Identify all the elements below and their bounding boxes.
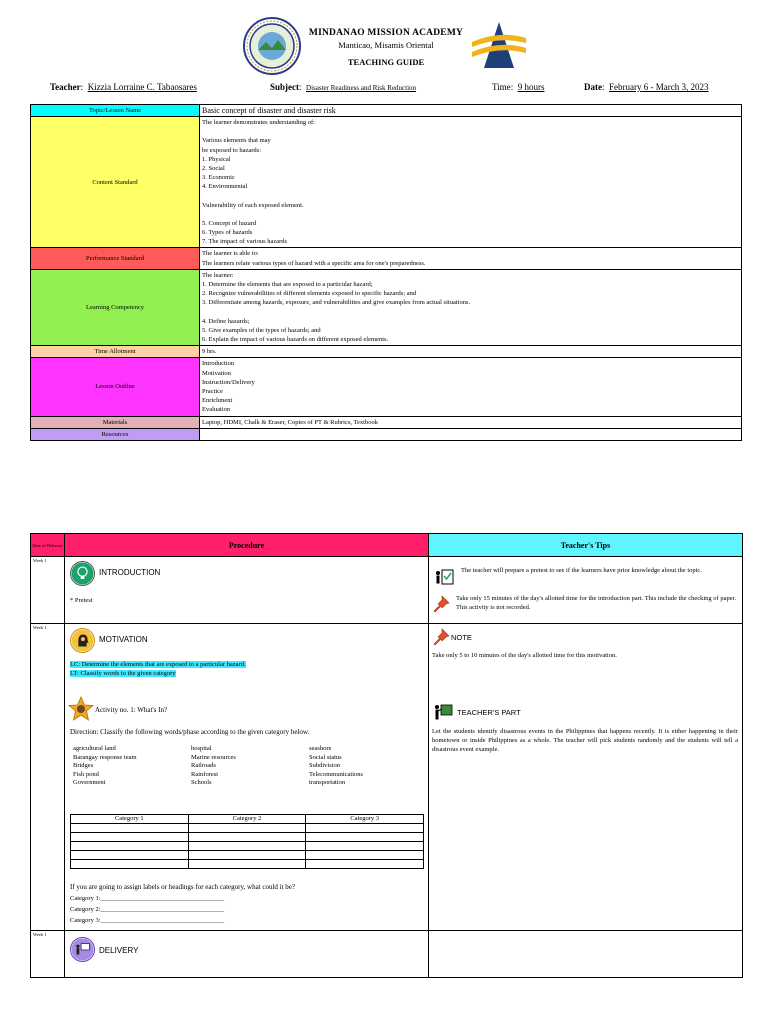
category-blank-cell[interactable] xyxy=(71,824,189,833)
lightbulb-icon xyxy=(70,561,95,586)
school-location: Manticao, Misamis Oriental xyxy=(338,40,434,50)
resources-label: Resources xyxy=(31,428,200,440)
outline-item: Instruction/Delivery xyxy=(202,378,255,386)
motivation-row xyxy=(31,624,743,931)
lc-text: LC: Determine the elements that are exposed to a particular hazard. xyxy=(70,661,246,668)
subject-field: Subject: Disaster Readiness and Risk Reduction xyxy=(270,82,417,92)
delivery-content xyxy=(65,931,428,977)
labeling-question: If you are going to assign labels or headings for each category, what could it be? xyxy=(70,883,296,891)
teachers-tips-header: Teacher's Tips xyxy=(429,534,743,557)
content-standard-value xyxy=(200,117,742,248)
learning-line: 1. Determine the elements that are exposed to a particular hazard; xyxy=(202,281,373,289)
category-blank-cell[interactable] xyxy=(188,824,306,833)
word-item: hospital xyxy=(191,745,212,752)
outline-item: Practice xyxy=(202,388,223,396)
word-item: Schools xyxy=(191,779,212,787)
learning-competency-label: Learning Competency xyxy=(31,269,200,345)
category-blank-cell[interactable] xyxy=(306,860,424,869)
subject-value: Disaster Readiness and Risk Reduction xyxy=(306,84,417,92)
category-table xyxy=(70,814,424,869)
introduction-cell xyxy=(65,557,429,624)
date-field: Date: February 6 - March 3, 2023 xyxy=(584,82,709,92)
word-item: transportation xyxy=(309,779,346,787)
content-line: 4. Environmental xyxy=(202,183,248,191)
word-item: Fish pond xyxy=(73,770,99,778)
topic-label: Topic/Lesson Name xyxy=(31,105,200,117)
content-spacer xyxy=(202,127,739,136)
school-name: MINDANAO MISSION ACADEMY xyxy=(308,28,464,38)
word-item: seashore xyxy=(309,745,332,752)
document-title: TEACHING GUIDE xyxy=(347,57,425,67)
word-item: agricultural land xyxy=(73,745,116,752)
resources-row xyxy=(31,428,742,440)
section-title-delivery: DELIVERY xyxy=(99,946,139,955)
performance-standard-value xyxy=(200,248,742,269)
outline-item: Evaluation xyxy=(202,406,231,414)
learning-competency-value xyxy=(200,269,742,345)
content-line: 1. Physical xyxy=(202,155,231,163)
introduction-row xyxy=(31,557,743,624)
learning-competency-row xyxy=(31,269,742,345)
learning-spacer xyxy=(202,308,739,317)
word-column-3 xyxy=(309,745,429,788)
lesson-outline-row xyxy=(31,358,742,416)
topic-value: Basic concept of disaster and disaster risk xyxy=(200,105,742,117)
content-line: 3. Economic xyxy=(202,174,235,182)
category-blank-row xyxy=(71,851,424,860)
teacher-label: Teacher xyxy=(50,82,81,92)
outline-item: Enrichment xyxy=(202,397,233,405)
introduction-time-tip: Take only 15 minutes of the day's allotted time for the introduction part. This include the checking of paper. This activity is not recorded. xyxy=(456,595,737,611)
week-label: Week 1 xyxy=(31,624,65,931)
content-line: 6. Types of hazards xyxy=(202,229,253,237)
week-label: Week 1 xyxy=(31,557,65,624)
category-answer-3: Category 3:______________________________________ xyxy=(70,917,225,924)
learning-line: 6. Explain the impact of various hazards on different exposed elements. xyxy=(202,336,389,344)
content-line: 7. The impact of various hazards xyxy=(202,238,288,246)
category-blank-cell[interactable] xyxy=(306,842,424,851)
introduction-content xyxy=(65,557,428,623)
procedure-header: Procedure xyxy=(65,534,429,557)
outline-item: Motivation xyxy=(202,369,231,377)
word-item: Bridges xyxy=(73,762,94,770)
topic-row xyxy=(31,105,742,117)
category-2-header: Category 2 xyxy=(188,815,306,824)
delivery-row xyxy=(31,931,743,978)
introduction-body: * Pretest xyxy=(70,597,93,604)
teacher-board-icon xyxy=(433,702,453,722)
word-column-2 xyxy=(191,745,311,788)
content-standard-row xyxy=(31,117,742,248)
category-blank-cell[interactable] xyxy=(188,860,306,869)
word-item: Rainforest xyxy=(191,770,219,778)
teacher-checklist-icon xyxy=(434,567,454,587)
category-blank-cell[interactable] xyxy=(71,833,189,842)
category-blank-row xyxy=(71,824,424,833)
word-item: Telecommunications xyxy=(309,770,364,778)
section-title-introduction: INTRODUCTION xyxy=(99,568,161,577)
category-blank-cell[interactable] xyxy=(306,824,424,833)
delivery-tips-cell xyxy=(429,931,743,978)
procedure-header-row xyxy=(31,534,743,557)
category-1-header: Category 1 xyxy=(71,815,189,824)
outline-item: Introduction xyxy=(202,360,235,368)
category-blank-cell[interactable] xyxy=(71,860,189,869)
learning-competency-note xyxy=(70,660,246,669)
school-seal-icon xyxy=(242,16,302,76)
category-blank-cell[interactable] xyxy=(306,851,424,860)
school-brand xyxy=(306,28,466,67)
category-blank-cell[interactable] xyxy=(188,842,306,851)
category-blank-row xyxy=(71,833,424,842)
lt-text: LT: Classify words to the given category xyxy=(70,670,176,677)
time-allotment-row xyxy=(31,346,742,358)
activity-direction: Direction: Classify the following words/phase according to the given category below. xyxy=(70,728,310,736)
content-line: 5. Concept of hazard xyxy=(202,219,257,227)
teachers-part-text: Let the students identify disastrous events in the Philippines that happens recently. It is either happening in their hometown or inside Philippines as a whole. The teacher will pick students randomly and the students will tell a disastrous event example. xyxy=(432,728,738,753)
category-3-header: Category 3 xyxy=(306,815,424,824)
motivation-note-text: Take only 5 to 10 minutes of the day's allotted time for this motivation. xyxy=(432,652,617,659)
introduction-tips xyxy=(429,557,742,623)
word-item: Barangay response team xyxy=(73,753,137,761)
lesson-outline-value xyxy=(200,358,742,416)
time-label: Time xyxy=(492,82,511,92)
content-line: The learner demonstrates understanding of: xyxy=(202,119,315,127)
category-blank-row xyxy=(71,842,424,851)
teachers-part-title: TEACHER'S PART xyxy=(457,708,521,717)
date-label: Date xyxy=(584,82,602,92)
lesson-outline-label: Lesson Outline xyxy=(31,358,200,416)
motivation-tips-cell xyxy=(429,624,743,931)
content-line: Vulnerability of each exposed element. xyxy=(202,201,304,209)
content-line: Various elements that may xyxy=(202,137,271,145)
motivation-content xyxy=(65,624,428,930)
word-item: Government xyxy=(73,779,106,787)
motivation-cell xyxy=(65,624,429,931)
time-value: 9 hours xyxy=(517,82,545,92)
materials-value: Laptop, HDMI, Chalk & Eraser, Copies of PT & Rubrics, Textbook xyxy=(200,416,742,428)
teacher-value: Kizzia Lorraine C. Tabaosares xyxy=(87,82,197,92)
time-allotment-label: Time Allotment xyxy=(31,346,200,358)
performance-standard-label: Performance Standard xyxy=(31,248,200,269)
performance-standard-row xyxy=(31,248,742,269)
time-allotment-value: 9 hrs. xyxy=(200,346,742,358)
performance-line: The learner is able to: xyxy=(202,250,259,258)
category-blank-cell[interactable] xyxy=(188,851,306,860)
category-answer-1: Category 1:______________________________________ xyxy=(70,895,225,902)
star-icon xyxy=(67,695,95,723)
presenter-icon xyxy=(70,937,95,962)
materials-label: Materials xyxy=(31,416,200,428)
procedure-table xyxy=(30,533,743,978)
date-value: February 6 - March 3, 2023 xyxy=(609,82,709,92)
content-spacer xyxy=(202,210,739,219)
note-title: NOTE xyxy=(451,633,472,642)
content-spacer xyxy=(202,192,739,201)
lesson-overview-table xyxy=(30,104,742,441)
learning-line: The learner: xyxy=(202,271,234,279)
category-header-row xyxy=(71,815,424,824)
word-item: Railroads xyxy=(191,762,216,770)
category-blank-row xyxy=(71,860,424,869)
introduction-tip-text: The teacher will prepare a pretest to see if the learners have prior knowledge about the topic. xyxy=(461,567,702,574)
word-item: Social status xyxy=(309,753,342,761)
category-blank-cell[interactable] xyxy=(71,842,189,851)
pushpin-icon xyxy=(431,594,451,614)
word-item: Subdivision xyxy=(309,762,341,770)
subject-label: Subject xyxy=(270,82,299,92)
teacher-field: Teacher: Kizzia Lorraine C. Tabaosares xyxy=(50,82,197,92)
word-column-1 xyxy=(73,745,193,788)
content-line: be exposed to hazards: xyxy=(202,146,262,154)
activity-title: Activity no. 1: What's In? xyxy=(95,706,168,714)
category-answer-2: Category 2:______________________________________ xyxy=(70,906,225,913)
date-of-delivery-header: Date of Delivery xyxy=(31,534,65,557)
week-label: Week 1 xyxy=(31,931,65,978)
time-field: Time: 9 hours xyxy=(492,82,545,92)
pushpin-icon xyxy=(431,627,451,647)
content-standard-label: Content Standard xyxy=(31,117,200,248)
section-title-motivation: MOTIVATION xyxy=(99,635,148,644)
mountain-logo-icon xyxy=(470,16,528,74)
head-icon xyxy=(70,628,95,653)
page-header xyxy=(0,14,768,74)
category-blank-cell[interactable] xyxy=(71,851,189,860)
resources-value xyxy=(200,428,742,440)
word-item: Marine resources xyxy=(191,753,236,761)
learning-line: 2. Recognize vulnerabilities of different elements exposed to specific hazards; and xyxy=(202,290,417,298)
category-blank-cell[interactable] xyxy=(306,833,424,842)
materials-row xyxy=(31,416,742,428)
content-line: 2. Social xyxy=(202,165,225,173)
learning-line: 3. Differentiate among hazards, exposure, and vulnerabilities and give examples from actual situations. xyxy=(202,299,471,307)
motivation-tips xyxy=(429,624,742,930)
category-blank-cell[interactable] xyxy=(188,833,306,842)
learning-line: 4. Define hazards; xyxy=(202,317,250,325)
delivery-cell xyxy=(65,931,429,978)
performance-line: The learners relate various types of hazard with a specific area for one's preparedness. xyxy=(202,259,426,267)
learning-target-note xyxy=(70,669,176,678)
introduction-tips-cell xyxy=(429,557,743,624)
learning-line: 5. Give examples of the types of hazards; and xyxy=(202,326,321,334)
